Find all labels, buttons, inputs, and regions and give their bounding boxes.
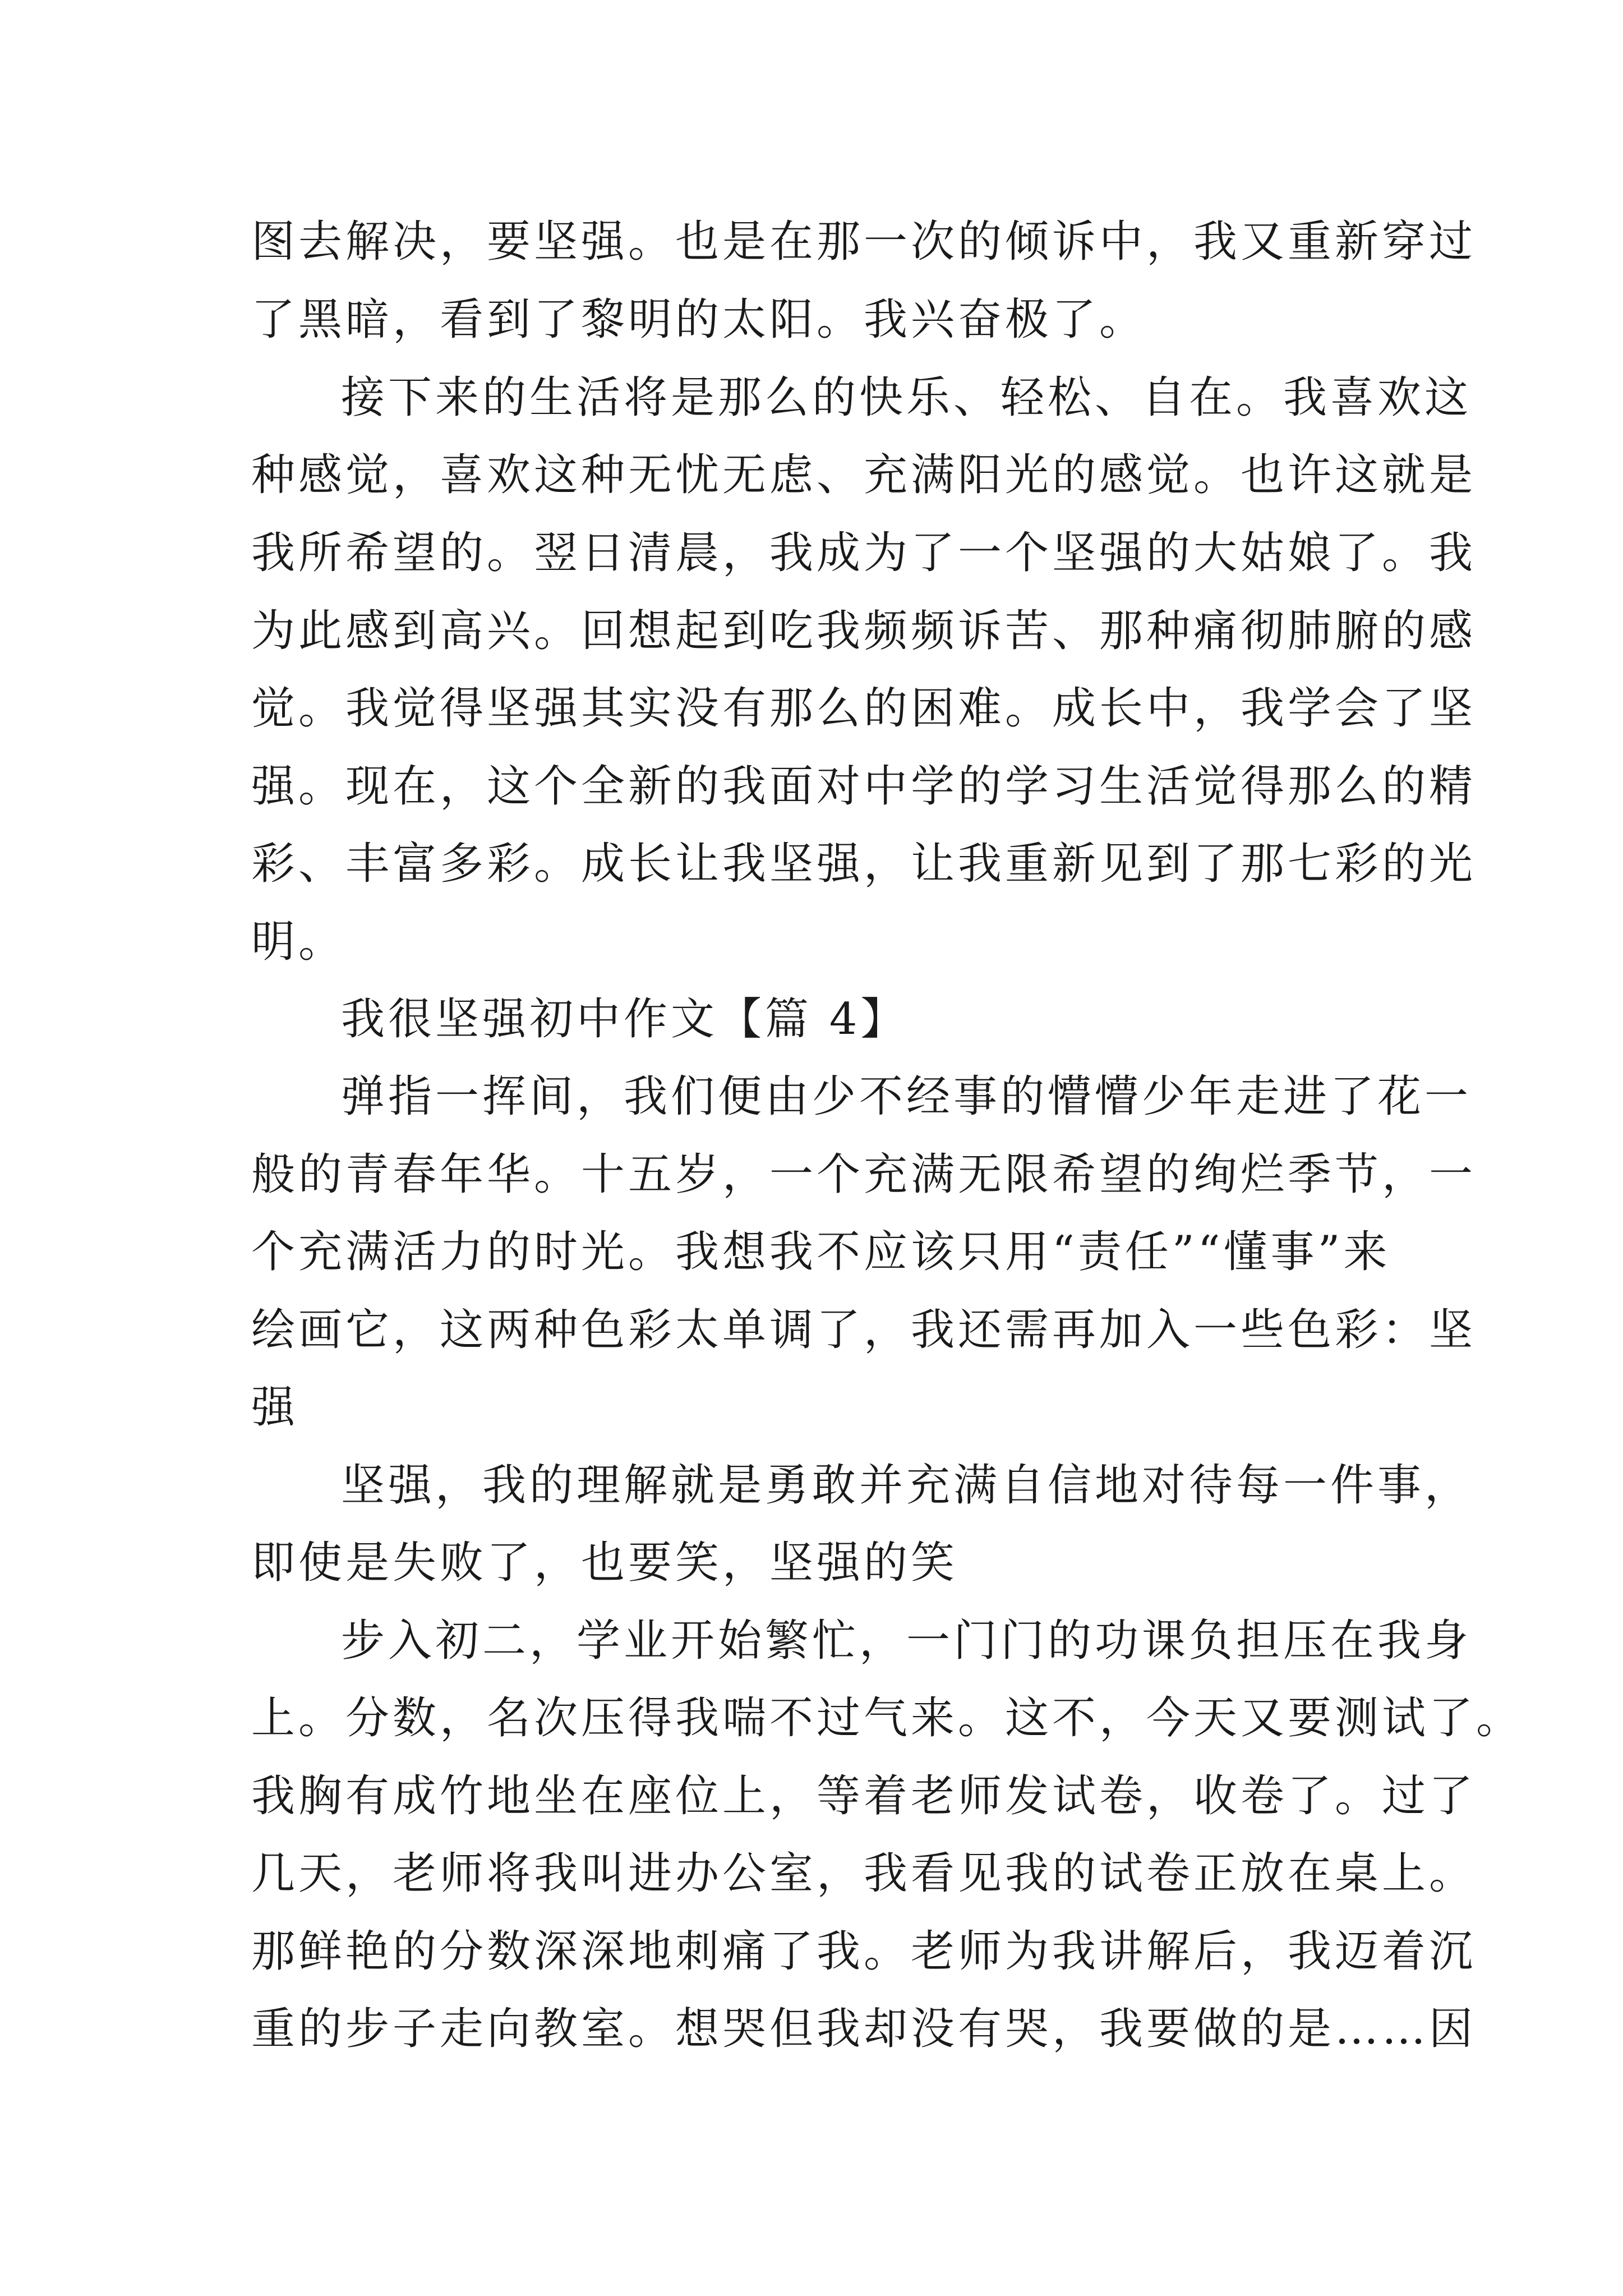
paragraph-first-line: 接下来的生活将是那么的快乐、轻松、自在。我喜欢这 (341, 372, 1472, 423)
text-line: 重的步子走向教室。想哭但我却没有哭，我要做的是……因 (251, 2004, 1477, 2054)
text-line: 那鲜艳的分数深深地刺痛了我。老师为我讲解后，我迈着沉 (251, 1926, 1477, 1977)
text-line: 强。现在，这个全新的我面对中学的学习生活觉得那么的精 (251, 761, 1477, 812)
text-line: 绘画它，这两种色彩太单调了，我还需再加入一些色彩：坚 (251, 1305, 1477, 1355)
paragraph-first-line: 步入初二，学业开始繁忙，一门门的功课负担压在我身 (341, 1616, 1472, 1666)
text-line: 图去解决，要坚强。也是在那一次的倾诉中，我又重新穿过 (251, 217, 1477, 267)
text-line: 彩、丰富多彩。成长让我坚强，让我重新见到了那七彩的光 (251, 839, 1477, 889)
paragraph-first-line: 坚强，我的理解就是勇敢并充满自信地对待每一件事， (341, 1460, 1472, 1511)
text-line: 种感觉，喜欢这种无忧无虑、充满阳光的感觉。也许这就是 (251, 450, 1477, 500)
text-line: 强 (251, 1382, 299, 1433)
text-line: 般的青春年华。十五岁，一个充满无限希望的绚烂季节，一 (251, 1149, 1477, 1200)
section-heading: 我很坚强初中作文【篇 4】 (341, 994, 908, 1045)
text-line: 为此感到高兴。回想起到吃我频频诉苦、那种痛彻肺腑的感 (251, 606, 1477, 656)
text-line: 上。分数，名次压得我喘不过气来。这不，今天又要测试了。 (251, 1693, 1524, 1743)
paragraph-first-line: 弹指一挥间，我们便由少不经事的懵懵少年走进了花一 (341, 1071, 1472, 1122)
text-line: 觉。我觉得坚强其实没有那么的困难。成长中，我学会了坚 (251, 683, 1477, 734)
text-line: 了黑暗，看到了黎明的太阳。我兴奋极了。 (251, 295, 1147, 345)
text-line: 我所希望的。翌日清晨，我成为了一个坚强的大姑娘了。我 (251, 528, 1477, 578)
text-line: 明。 (251, 917, 346, 967)
text-line: 个充满活力的时光。我想我不应该只用“责任”“懂事”来 (251, 1227, 1391, 1277)
text-line: 即使是失败了，也要笑，坚强的笑 (251, 1538, 958, 1588)
text-line: 我胸有成竹地坐在座位上，等着老师发试卷，收卷了。过了 (251, 1771, 1477, 1821)
text-line: 几天，老师将我叫进办公室，我看见我的试卷正放在桌上。 (251, 1848, 1477, 1899)
